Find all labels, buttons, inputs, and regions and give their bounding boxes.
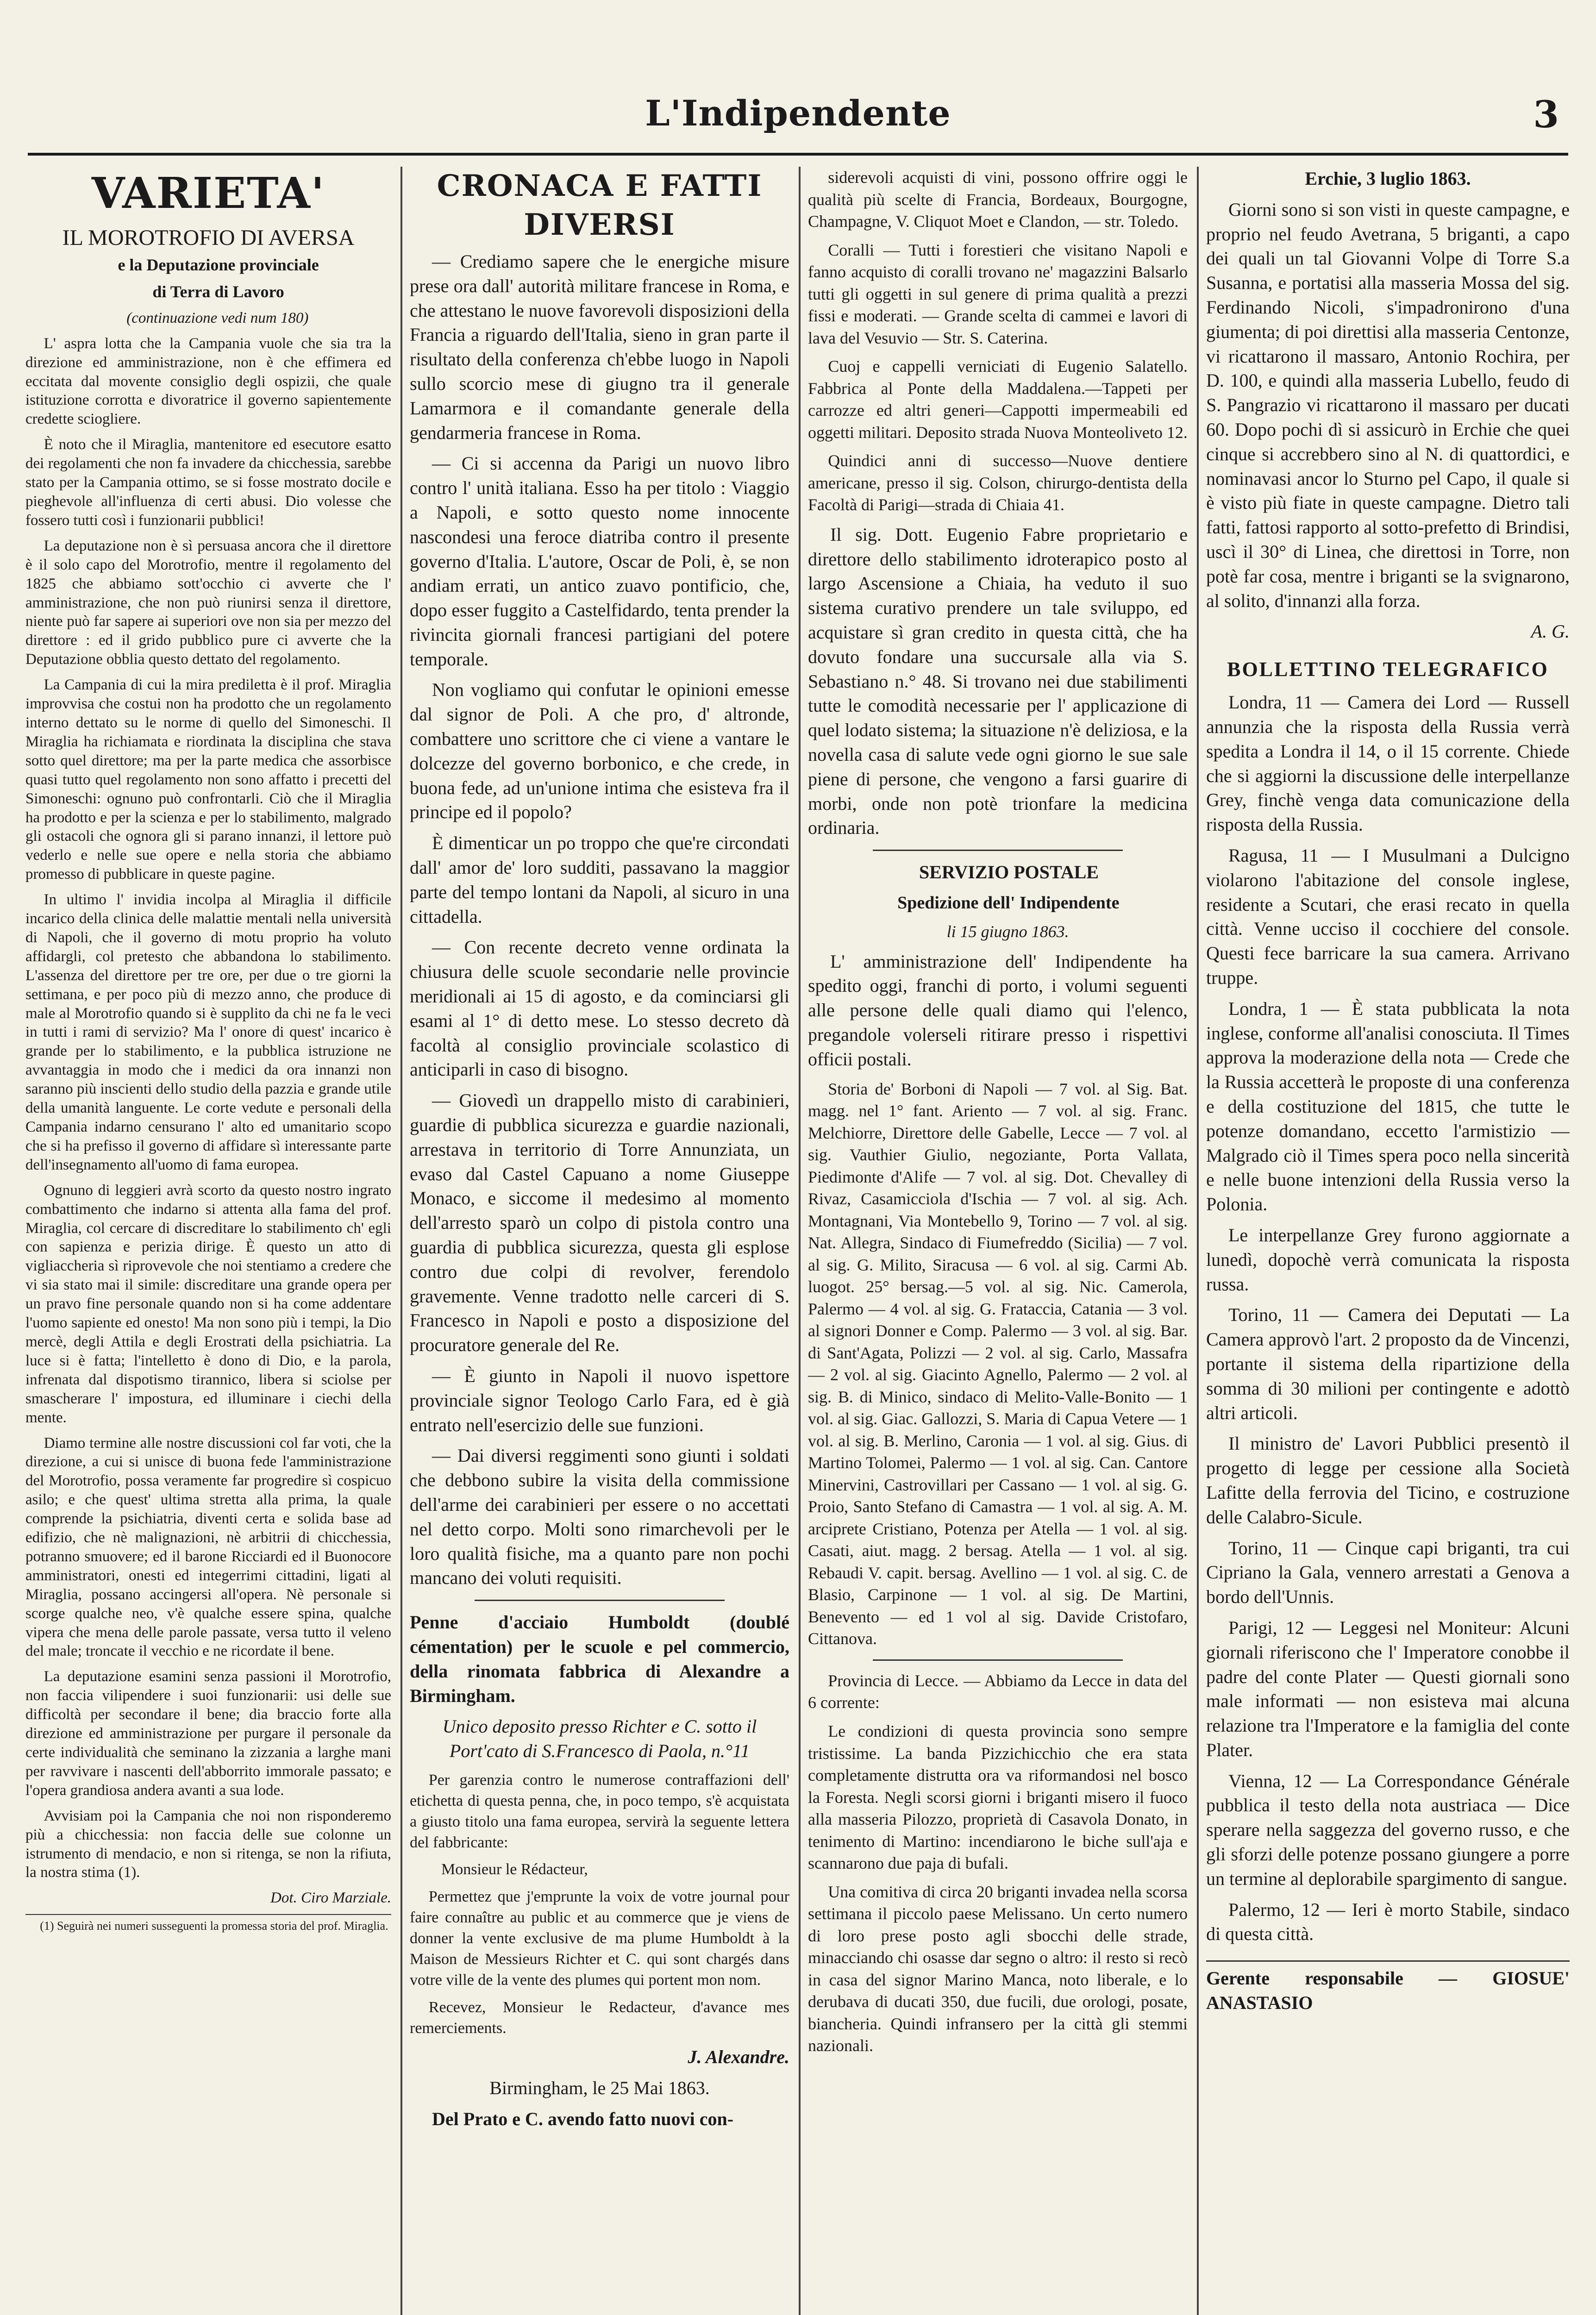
columns — [25, 167, 1570, 2315]
ad-salutation: Monsieur le Rédacteur, — [441, 1861, 588, 1878]
ad-place: Birmingham, le 25 Mai 1863. — [489, 2077, 710, 2099]
divider — [873, 850, 1123, 851]
lecce-paragraph: Le condizioni di questa provincia sono sempre tristissime. La banda Pizzichicchio che era stata completamente distrutta ora va riformandosi nel bosco la Foresta. Negli scorsi giorni i briganti misero il fuoco alla masseria Pilozzo, proprietà di Casavola Donato, in tenimento di Martino: incendiarono le biche sull'aja e scannarono due paja di bufali. — [808, 1721, 1188, 1873]
article-paragraph: È noto che il Miraglia, mantenitore ed esecutore esatto dei regolamenti che non fa invadere da chicchessia, sarebbe stato per la Campania ottimo, se si fosse mostrato docile e pieghevole all'influenza di certi abusi. Dio volesse che fossero tutti così i funzionarii pubblici! — [25, 436, 391, 529]
news-paragraph: È dimenticar un po troppo che que're circondati dall' amor de' loro sudditi, passavano la maggior parte del tempo lontani da Napoli, al sicuro in una cittadella. — [410, 832, 789, 927]
postal-date: li 15 giugno 1863. — [946, 922, 1069, 941]
footnote: (1) Seguirà nei numeri susseguenti la promessa storia del prof. Miraglia. — [25, 1914, 391, 1933]
ad-closing: Recevez, Monsieur le Redacteur, d'avance mes remerciements. — [410, 1998, 789, 2037]
ad-paragraph: siderevoli acquisti di vini, possono offrire oggi le qualità più scelte di Francia, Bordeaux, Bourgogne, Champagne, V. Cliquot Moet e Clandon, — str. Toledo. — [808, 168, 1188, 231]
ad-paragraph: Cuoj e cappelli verniciati di Eugenio Salatello. Fabbrica al Ponte della Maddalena.—Tappeti per carrozze ed altri generi—Cappotti impermeabili ed oggetti militari. Deposito strada Nuova Monteoliveto 12. — [808, 357, 1188, 442]
postal-paragraph: Storia de' Borboni di Napoli — 7 vol. al Sig. Bat. magg. nel 1° fant. Ariento — 7 vol. al sig. Franc. Melchiorre, Direttore delle Gabelle, Lecce — 7 vol. al sig. Vauthier Giulio, negoziante, Porta Vallata, Piedimonte d'Alife — 7 vol. al sig. Dot. Chevalley di Rivaz, Casamicciola d'Ischia — 7 vol. al sig. Ach. Montagnani, Via Montebello 9, Torino — 7 vol. al sig. Nat. Allegra, Sindaco di Fiumefreddo (Sicilia) — 7 vol. al sig. G. Milito, Siracusa — 6 vol. al sig. Carmi Ab. luogot. 25° bersag.—5 vol. al sig. Nic. Camerola, Palermo — 4 vol. al sig. G. Frataccia, Catania — 3 vol. al signori Donner e Comp. Palermo — 3 vol. al sig. Bar. di Sant'Agata, Polizzi — 2 vol. al sig. Carlo, Massafra — 2 vol. al sig. Giacinto Agnello, Palermo — 2 vol. al sig. B. di Minico, sindaco di Melito-Valle-Bonito — 1 vol. al sig. Giac. Gallozzi, S. Maria di Capua Vetere — 1 vol. al sig. B. Merlino, Caronia — 1 vol. al sig. Gius. di Martino Tolomei, Palermo — 1 vol. al sig. Can. Cantore Minervini, Castrovillari per Cassano — 1 vol. al sig. G. Proio, Santo Stefano di Camastra — 1 vol. al sig. A. M. arciprete Cristiano, Potenza per Atella — 1 vol. al sig. Casati, aiut. magg. 2 bersag. Atella — 1 vol. al sig. Rebaudi V. capit. bersag. Avellino — 1 vol. al sig. C. de Blasio, Carpinone — 1 vol. al sig. De Martini, Benevento — ed 1 vol al sig. Davide Cristofaro, Cittanova. — [808, 1079, 1188, 1648]
column-varieta — [25, 167, 391, 2315]
telegram: Vienna, 12 — La Correspondance Générale pubblica il testo della nota austriaca — Dice sperare nella saggezza del governo russo, e che gli sforzi delle potenze possano giungere a porre un termine al deplorabile spargimento di sangue. — [1206, 1770, 1570, 1889]
article-paragraph: In ultimo l' invidia incolpa al Miraglia il difficile incarico della clinica delle malattie mentali nella università di Napoli, che il governo di motu proprio ha voluto affidargli, col pretesto che abbandona lo stabilimento. L'assenza del direttore per tre ore, per due o tre giorni la settimana, e per poco più di mezzo anno, che produce di male al Morotrofio quando si è supplito da chi ne fa le veci in tutti i rami di servizio? Ma l' onore di quest' incarico è grande per lo stabilimento, e la pubblica istruzione ne avvantaggia in modo che i medici da ora innanzi non saranno più inscienti dello studio della pazzia e grande utile della umanità languente. Le corte vedute e personali della Campania indarno censurano l' alto ed umanitario scopo che si ha prefisso il governo di affidare sì interessante parte dell'insegnamento all'uomo di fama europea. — [25, 891, 391, 1173]
ad-title: Penne d'acciaio Humboldt (doublé cémentation) per le scuole e pel commercio, della rinomata fabbrica di Alexandre a Birmingham. — [410, 1612, 789, 1706]
article-paragraph: Avvisiam poi la Campania che noi non risponderemo più a chicchessia: non faccia delle sue colonne un istrumento di mendacio, e non si ritenga, se non la rifiuta, la nostra stima (1). — [25, 1807, 391, 1881]
article-paragraph: Diamo termine alle nostre discussioni col far voti, che la direzione, a cui si unisce di buona fede l'amministrazione del Morotrofio, possa veramente far progredire sì cospicuo asilo; e che quest' ultima stretta alla prima, la quale comprende la psichiatria, diventi certa e solida base ad edifizio, che nè malignazioni, nè arbitrii di chicchessia, potranno smuovere; ed il barone Ricciardi ed il Buonocore amministratori, onesti ed integerrimi cittadini, ligati al Miraglia, possano accingersi all'opera. Nè personale si scorge qualche neo, v'è qualche essere spina, qualche vipera che mena delle parole passate, versa tutto il veleno del male; troncate il vecchio e ne ricordate il bene. — [25, 1434, 391, 1660]
cronaca-title: CRONACA E FATTI DIVERSI — [437, 169, 763, 243]
news-signature: A. G. — [1531, 621, 1570, 642]
continuation-note: (continuazione vedi num 180) — [126, 309, 309, 326]
divider — [475, 1600, 725, 1601]
postal-paragraph: L' amministrazione dell' Indipendente ha spedito oggi, franchi di porto, i volumi seguenti alle persone delle quali diamo qui l'elenco, pregandole volerseli ritirare presso i rispettivi officii postali. — [808, 951, 1188, 1070]
news-paragraph: Non vogliamo qui confutar le opinioni emesse dal signor de Poli. A che pro, d' altronde, combattere uno scrittore che ci viene a vantare le dolcezze del governo borbonico, e che crede, in buona fede, ad un'unione intima che esisteva fra il principe ed il popolo? — [410, 679, 789, 823]
column-rule — [401, 167, 402, 2315]
ad-paragraph: Coralli — Tutti i forestieri che visitano Napoli e fanno acquisto di coralli trovano ne' magazzini Balsarlo tutti gli oggetti in sul genere di prima qualità a prezzi fissi e moderati. — Grande scelta di cammei e lavori di lava del Vesuvio — Str. S. Caterina. — [808, 240, 1188, 347]
newspaper-title: L'Indipendente — [645, 93, 951, 134]
article-paragraph: Ognuno di leggieri avrà scorto da questo nostro ingrato combattimento che indarno si attenta alla fama del prof. Miraglia, col cercare di discreditare lo stabilimento ch' egli con sapienza e perizia dirige. È questo un atto di vigliaccheria sì riprovevole che noi stentiamo a credere che vi sia stato mai il simile: discreditare una grande opera per un pravo fine personale quando non si ha come addentare l'uomo sapiente ed onesto! Ma non sono più i tempi, la Dio mercè, degli Attila e degli Erostrati della psichiatria. La luce si è fatta; l'intelletto è dono di Dio, e la parola, infrenata dal dispotismo tirannico, libera si sciolse per smascherare l' impostura, ed illuminare i ciechi della mente. — [25, 1182, 391, 1426]
ad-deposit: Unico deposito presso Richter e C. sotto il Port'cato di S.Francesco di Paola, n.°11 — [442, 1716, 757, 1762]
postal-title: SERVIZIO POSTALE — [919, 862, 1099, 883]
telegram: Le interpellanze Grey furono aggiornate a lunedì, dopochè verrà comunicata la risposta russa. — [1206, 1224, 1570, 1295]
article-paragraph: La deputazione non è sì persuasa ancora che il direttore è il solo capo del Morotrofio, mentre il regolamento del 1825 che abbiamo sott'occhio ci avverte che l' amministrazione, che non può riunirsi senza il direttore, niente può far sapere ai superiori ove non sia per mezzo del direttore : ed il grido pubblico pure ci avverte che la Deputazione obblia questo dettato del regolamento. — [25, 537, 391, 668]
ad-text: Per garenzia contro le numerose contraffazioni dell' etichetta di questa penna, che, in poco tempo, s'è acquistata a giusto titolo una fama europea, servirà la seguente lettera del fabbricante: — [410, 1771, 789, 1851]
article-paragraph: La deputazione esamini senza passioni il Morotrofio, non faccia vilipendere i suoi funzionarii: usi delle sue difficoltà per secondare il bene; dia braccio forte alla direzione ed amministrazione per purgare il personale da certe individualità che seminano la zizzania a larghe mani per ravvivare i nascenti dell'abborrito immorale passato; e l'opera grandiosa andera avanti a sua lode. — [25, 1668, 391, 1799]
news-paragraph: — Con recente decreto venne ordinata la chiusura delle scuole secondarie nelle provincie meridionali ai 15 di agosto, e da cominciarsi gli esami al 1° di detto mese. Lo stesso decreto dà facoltà al consiglio provinciale scolastico di anticiparli in caso di bisogno. — [410, 937, 789, 1080]
telegram: Londra, 1 — È stata pubblicata la nota inglese, conforme all'analisi conosciuta. Il Times approva la moderazione della nota — Crede che la Russia accetterà le proposte di una conferenza e della costituzione del 1815, che tutte le potenze domandano, eccetto l'armistizio — Malgrado ciò il Times spera poco nella sincerità e nelle buone intenzioni della Russia verso la Polonia. — [1206, 998, 1570, 1215]
telegram: Ragusa, 11 — I Musulmani a Dulcigno violarono l'abitazione del console inglese, residente a Scutari, che erasi recato in quella città. Venne ucciso il cocchiere del console. Questi fece barricare la sua camera. Arrivano truppe. — [1206, 845, 1570, 988]
divider — [873, 1659, 1123, 1661]
masthead — [28, 83, 1568, 156]
ad-tail: Del Prato e C. avendo fatto nuovi con- — [432, 2109, 734, 2130]
news-paragraph: — Dai diversi reggimenti sono giunti i soldati che debbono subire la visita della commissione dell'arme dei carabinieri per essere o no accettati nel detto corpo. Molti sono rimarchevoli per le loro qualità fisiche, ma a quanto pare non pochi mancano dei voluti requisiti. — [410, 1445, 789, 1589]
news-paragraph: — È giunto in Napoli il nuovo ispettore provinciale signor Teologo Carlo Fara, ed è già entrato nell'esercizio delle sue funzioni. — [410, 1365, 789, 1435]
column-cronaca — [410, 167, 789, 2315]
article-paragraph: L' aspra lotta che la Campania vuole che sia tra la direzione ed amministrazione, non è che effimera ed eccitata dal movente consiglio degli ospizii, che quale istituzione corrotta e divoratrice il governo sapientemente credette sciogliere. — [25, 335, 391, 428]
bollettino-header: BOLLETTINO TELEGRAFICO — [1227, 658, 1549, 681]
column-telegrafico — [1206, 167, 1570, 2315]
gerente-line: Gerente responsabile — GIOSUE' ANASTASIO — [1206, 1960, 1570, 2015]
news-paragraph: — Giovedì un drappello misto di carabinieri, guardie di pubblica sicurezza e guardie nazionali, arrestava in territorio di Torre Annunziata, un evaso dal Castel Capuano a nome Giuseppe Monaco, e siccome il medesimo al momento dell'arresto sparò un colpo di pistola contro una guardia di pubblica sicurezza, questa gli esplose contro due colpi di revolver, ferendolo gravemente. Venne tradotto nelle carceri di S. Francesco in Napoli e posto a disposizione del procuratore generale del Re. — [410, 1090, 789, 1356]
varieta-title: VARIETA' — [91, 168, 325, 218]
page-number: 3 — [1533, 93, 1559, 136]
lecce-paragraph: Una comitiva di circa 20 briganti invadea nella scorsa settimana il piccolo paese Melissano. Un certo numero di loro prese posto agli sbocchi delle strade, minacciando chi osasse dar segno o altro: il resto si recò in casa del signor Marino Manca, noto liberale, e lo derubava di ducati 350, due fucili, due orologi, posate, biancheria. Quindi infransero per la città gli stemmi nazionali. — [808, 1882, 1188, 2055]
varieta-sub3: di Terra di Lavoro — [152, 282, 284, 301]
postal-subtitle: Spedizione dell' Indipendente — [897, 893, 1120, 913]
telegram: Torino, 11 — Camera dei Deputati — La Camera approvò l'art. 2 proposto da de Vincenzi, portante il sistema della ripartizione della somma di 30 milioni per contingente e adottò altri articoli. — [1206, 1304, 1570, 1423]
news-paragraph: Giorni sono si son visti in queste campagne, e proprio nel feudo Avetrana, 5 briganti, a capo dei quali un tal Giovanni Volpe di Torre S.a Susanna, e portatisi alla masseria Mossa del sig. Ferdinando Nicoli, s'impadronirono d'una giumenta; di poi direttisi alla masseria Centonze, vi ricattarono il massaro, Antonio Rochira, per D. 100, e quindi alla masseria Lubello, feudo di S. Pangrazio vi ricattarono il massaro per ducati 60. Dopo pochi dì si assicurò in Erchie che quei cinque si accrebbero sino al N. di quattordici, e nominavasi ancor lo Sturno pel Capo, il quale si è visto più fiate in queste campagne. Dietro tali fatti, fattosi rapporto al sotto-prefetto di Brindisi, uscì il 30° di Linea, che direttosi in Torre, non potè far cosa, mentre i briganti se la svignarono, al solito, d'innanzi alla forza. — [1206, 199, 1570, 611]
ad-paragraph: Quindici anni di successo—Nuove dentiere americane, presso il sig. Colson, chirurgo-dentista della Facoltà di Parigi—strada di Chiaia 41. — [808, 451, 1188, 514]
telegram: Palermo, 12 — Ieri è morto Stabile, sindaco di questa città. — [1206, 1899, 1570, 1945]
ad-letter: Permettez que j'emprunte la voix de votre journal pour faire connaître au public et au commerce que je viens de donner la vente exclusive de ma plume Humboldt à la Maison de Messieurs Richter et C. qui sont chargés dans votre ville de la vente des plumes qui portent mon nom. — [410, 1888, 789, 1989]
column-rule — [1197, 167, 1199, 2315]
news-paragraph: — Ci si accenna da Parigi un nuovo libro contro l' unità italiana. Esso ha per titolo : Viaggio a Napoli, e sotto questo nome innocente nascondesi una feroce diatriba contro il presente governo d'Italia. L'autore, Oscar de Poli, è, se non andiam errati, un antico zuavo pontificio, che, dopo esser fuggito a Castelfidardo, tenta prender la rivincita giornali francesi partigiani del potere temporale. — [410, 453, 789, 669]
telegram: Torino, 11 — Cinque capi briganti, tra cui Cipriano la Gala, vennero arrestati a Genova a bordo dell'Unnis. — [1206, 1537, 1570, 1608]
telegram: Il ministro de' Lavori Pubblici presentò il progetto di legge per cessione alla Società Lafitte della ferrovia del Ticino, e costruzione delle Calabro-Sicule. — [1206, 1433, 1570, 1527]
ad-signature: J. Alexandre. — [688, 2046, 789, 2068]
column-annunci — [808, 167, 1188, 2315]
article-signature: Dot. Ciro Marziale. — [270, 1890, 391, 1907]
varieta-subtitle: IL MOROTROFIO DI AVERSA — [62, 225, 355, 250]
column-rule — [799, 167, 801, 2315]
lecce-paragraph: Provincia di Lecce. — Abbiamo da Lecce in data del 6 corrente: — [808, 1671, 1188, 1712]
telegram: Parigi, 12 — Leggesi nel Moniteur: Alcuni giornali riferiscono che l' Imperatore conobbe il padre del conte Plater — Questi giornali sono male informati — non esisteva mai alcuna relazione tra l'Imperatore e la famiglia del conte Plater. — [1206, 1617, 1570, 1760]
article-paragraph: La Campania di cui la mira prediletta è il prof. Miraglia improvvisa che costui non ha prodotto che un regolamento interno dettato su le norme di quello del Simoneschi. Il Miraglia ha richiamata e riordinata la disciplina che stava sotto quel direttore; ma per la parte medica che assorbisce quasi tutto quel regolamento non sono affatto i precetti del Simoneschi: ognuno può confrontarli. Ciò che il Miraglia ha prodotto e per la scienza e per lo stabilimento, malgrado gli ostacoli che ognora gli si parano innanzi, il lettore può vederlo e nelle sue opere e nella storia che abbiamo promesso di pubblicare in queste pagine. — [25, 676, 391, 883]
varieta-sub2: e la Deputazione provinciale — [118, 255, 319, 274]
dateline: Erchie, 3 luglio 1863. — [1305, 168, 1471, 189]
news-paragraph: — Crediamo sapere che le energiche misure prese ora dall' autorità militare francese in Roma, e che attestano le nuove favorevoli disposizioni della Francia a riguardo dell'Italia, sieno in gran parte il risultato della conferenza ch'ebbe luogo in Napoli sullo scorcio mese di giugno tra il generale Lamarmora e il comandante generale della gendarmeria francese in Roma. — [410, 250, 789, 443]
ad-paragraph: Il sig. Dott. Eugenio Fabre proprietario e direttore dello stabilimento idroterapico posto al largo Ascensione a Chiaia, ha veduto il suo sistema curativo prendere un tale sviluppo, ed acquistare sì gran credito in questa città, che ha dovuto fondare una succursale alla via S. Sebastiano n.° 48. Si trovano nei due stabilimenti tutte le comodità necessarie per l' applicazione di quel lodato sistema; la situazione n'è deliziosa, e la novella casa di salute vede ogni giorno le sue sale piene di persone, che vengono a farsi guarire di morbi, onde non potè trionfare la medicina ordinaria. — [808, 524, 1188, 838]
telegram: Londra, 11 — Camera dei Lord — Russell annunzia che la risposta della Russia verrà spedita a Londra il 14, o il 15 corrente. Chiede che si aggiorni la discussione delle interpellanze Grey, finchè venga data comunicazione della risposta della Russia. — [1206, 692, 1570, 835]
